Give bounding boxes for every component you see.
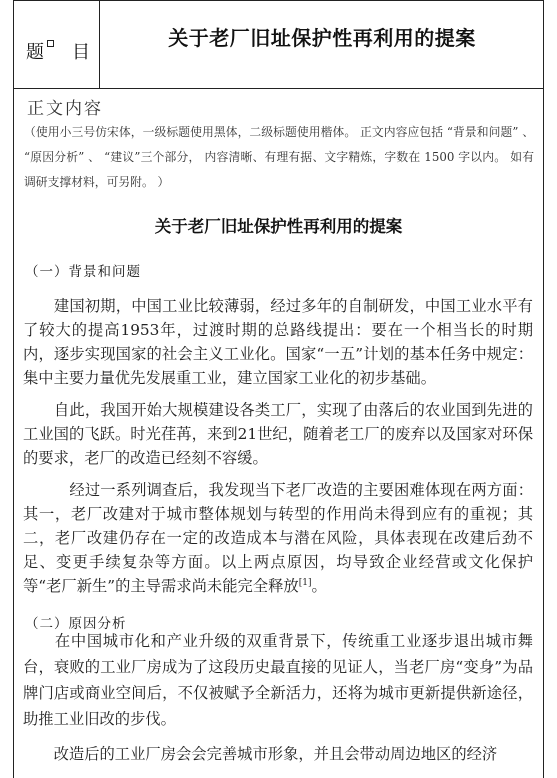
heading-background: （一）背景和问题 bbox=[25, 264, 141, 280]
title-label-char1: 题 bbox=[26, 42, 44, 63]
document-title: 关于老厂旧址保护性再利用的提案 bbox=[168, 26, 476, 50]
body-title: 关于老厂旧址保护性再利用的提案 bbox=[154, 217, 403, 236]
title-label-char2: 目 bbox=[72, 42, 90, 63]
paragraph-5-text: 改造后的工业厂房会会完善城市形象，并且会带动周边地区的经济 bbox=[53, 745, 498, 763]
section-heading: 正文内容 bbox=[27, 99, 103, 119]
paragraph-3 bbox=[23, 478, 533, 598]
citation-ref[interactable]: [1] bbox=[298, 577, 312, 588]
title-label-cell bbox=[13, 0, 100, 88]
paragraph-5 bbox=[23, 741, 533, 767]
paragraph-2-text: 自此，我国开始大规模建设各类工厂，实现了由落后的农业国到先进的工业国的飞跃。时光荏苒，来到21世纪，随着老工厂的废弃以及国家对环保的要求，老厂的改造已经刻不容缓。 bbox=[23, 401, 533, 467]
checkbox-glyph-icon bbox=[47, 40, 54, 47]
paragraph-3-text: 经过一系列调查后，我发现当下老厂改造的主要困难体现在两方面：其一，老厂改建对于城市整体规划与转型的作用尚未得到应有的重视；其二，老厂改建仍存在一定的改造成本与潜在风险，具体表现在改建后劲不足、变更手续复杂等方面。以上两点原因，均导致企业经营或文化保护等“老厂新生”的主导需求尚未能完全释放 bbox=[23, 481, 533, 595]
paragraph-4-text: 在中国城市化和产业升级的双重背景下，传统重工业逐步退出城市舞台，衰败的工业厂房成为了这段历史最直接的见证人，当老厂房“变身”为品牌门店或商业空间后，不仅被赋予全新活力，还将为城市更新提供新途径，助推工业旧改的步伐。 bbox=[23, 632, 533, 728]
paragraph-1 bbox=[23, 294, 533, 390]
heading-reason: （二）原因分析 bbox=[25, 616, 127, 632]
paragraph-3-end: 。 bbox=[311, 577, 327, 595]
title-row bbox=[13, 0, 544, 89]
paragraph-2 bbox=[23, 398, 533, 470]
paragraph-4 bbox=[23, 628, 533, 732]
paragraph-1-text: 建国初期，中国工业比较薄弱，经过多年的自制研发，中国工业水平有了较大的提高1953年，过渡时期的总路线提出：要在一个相当长的时期内，逐步实现国家的社会主义工业化。国家“一五”计划的基本任务中规定：集中主要力量优先发展重工业，建立国家工业化的初步基础。 bbox=[23, 297, 533, 387]
instructions-text: （使用小三号仿宋体，一级标题使用黑体，二级标题使用楷体。 正文内容应包括 “背景和问题” 、 “原因分析” 、 “建议”三个部分， 内容清晰、有理有据、文字精炼，字数在 1500 字以内。 如有调研支撑材料，可另附。 ） bbox=[24, 125, 534, 189]
